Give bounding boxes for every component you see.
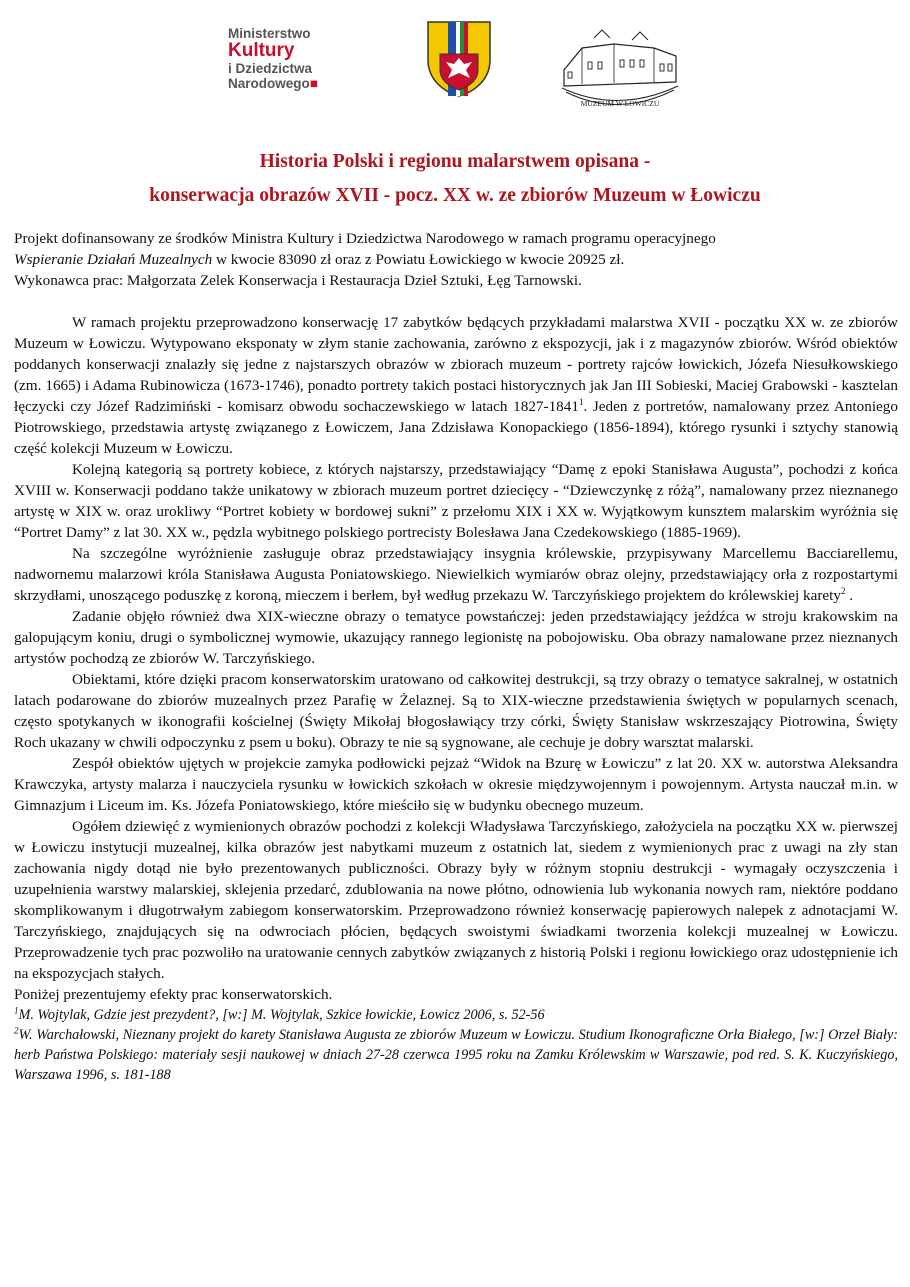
footnote-1-number: 1: [14, 1005, 19, 1016]
paragraph-7: Ogółem dziewięć z wymienionych obrazów pochodzi z kolekcji Władysława Tarczyńskiego, założyciela na początku XX w. pierwszej w Łowiczu instytucji muzealnej, kilka obrazów jest nabytkami muzeum z ostatnich lat, siedem z wymienionych prac z uwagi na zły stan zachowania nigdy dotąd nie było prezentowanych publiczności. Obrazy były w różnym stopniu destrukcji - wymagały oczyszczenia i uzupełnienia warstwy malarskiej, sklejenia przedarć, zdublowania na nowe płótno, odnowienia lub wykonania nowych ram, niektóre poddano skomplikowanym i długotrwałym zabiegom konserwatorskim. Przeprowadzono również konserwację papierowych nalepek z adnotacjami W. Tarczyńskiego, znajdujących się na odwrociach płócien, będących swoistymi świadkami tworzenia kolekcji muzealnej w Łowiczu. Przeprowadzenie tych prac pozwoliło na uratowanie cennych zabytków związanych z historią Polski i regionu łowickiego oraz udostępnienie ich na ekspozycjach stałych.: [14, 818, 898, 982]
ministry-logo-dot-icon: ■: [309, 76, 318, 91]
lowicz-coat-of-arms-icon: [426, 20, 492, 98]
footnote-1-text: M. Wojtylak, Gdzie jest prezydent?, [w:] M. Wojtylak, Szkice łowickie, Łowicz 2006, s. 52-56: [18, 1007, 545, 1023]
ministry-logo-line-4: Narodowego: [228, 76, 310, 91]
funding-line-1: Projekt dofinansowany ze środków Ministra Kultury i Dziedzictwa Narodowego w ramach programu operacyjnego: [14, 230, 716, 247]
funding-amounts: w kwocie 83090 zł oraz z Powiatu Łowickiego w kwocie 20925 zł.: [212, 251, 625, 268]
ministry-logo-line-2: Kultury: [228, 40, 295, 61]
paragraph-2: Kolejną kategorią są portrety kobiece, z których najstarszy, przedstawiający “Damę z epoki Stanisława Augusta”, pochodzi z końca XVIII w. Konserwacji poddano także unikatowy w zbiorach muzeum portret dziecięcy - “Dziewczynkę z różą”, namalowany przez nieznanego artystę w XIX w. oraz urokliwy “Portret kobiety w bordowej sukni” z przełomu XIX i XX w. Wyjątkowym kunsztem malarskim wyróżnia się “Portret Damy” z lat 30. XX w., pędzla wybitnego polskiego portrecisty Bolesława Jana Czedekowskiego (1885-1969).: [14, 461, 898, 541]
title-line-2: konserwacja obrazów XVII - pocz. XX w. ze zbiorów Muzeum w Łowiczu: [149, 185, 761, 206]
program-name: Wspieranie Działań Muzealnych: [14, 251, 213, 268]
contractor-line: Wykonawca prac: Małgorzata Zelek Konserwacja i Restauracja Dzieł Sztuki, Łęg Tarnowski.: [14, 272, 582, 289]
museum-logo-text: MUZEUM W ŁOWICZU: [580, 99, 660, 108]
paragraph-3-text-a: Na szczególne wyróżnienie zasługuje obraz przedstawiający insygnia królewskie, przypisywany Marcellemu Bacciarellemu, nadwornemu malarzowi króla Stanisława Augusta Poniatowskiego. Niewielkich wymiarów obraz olejny, przedstawiający orła z rozpostartymi skrzydłami, unoszącego poduszkę z koroną, mieczem i berłem, był według przekazu W. Tarczyńskiego projektem do królewskiej karety: [14, 545, 898, 604]
document-title: [0, 145, 910, 213]
ministry-logo-line-1: Ministerstwo: [228, 26, 311, 41]
header-logos: [0, 18, 910, 108]
paragraph-4: Zadanie objęło również dwa XIX-wieczne obrazy o tematyce powstańczej: jeden przedstawiający jeźdźca w stroju krakowskim na galopującym koniu, drugi o symbolicznej wymowie, ukazujący rannego legionistę na pobojowisku. Oba obrazy namalowane przez nieznanych artystów pochodzą ze zbiorów W. Tarczyńskiego.: [14, 608, 898, 667]
footnote-2-text: W. Warchałowski, Nieznany projekt do karety Stanisława Augusta ze zbiorów Muzeum w Łowiczu. Studium Ikonograficzne Orła Białego, [w:] Orzeł Biały: herb Państwa Polskiego: materiały sesji naukowej w dniach 27-28 czerwca 1995 roku na Zamku Królewskim w Warszawie, pod red. S. K. Kuczyńskiego, Warszawa 1996, s. 181-188: [14, 1027, 898, 1083]
footnotes: [14, 1005, 898, 1085]
footnote-2: [14, 1025, 898, 1085]
ministry-logo-line-3: i Dziedzictwa: [228, 61, 313, 76]
paragraph-1-text-a: W ramach projektu przeprowadzono konserwację 17 zabytków będących przykładami malarstwa XVII - początku XX w. ze zbiorów Muzeum w Łowiczu. Wytypowano eksponaty w złym stanie zachowania, zarówno z ekspozycji, jak i z magazynów zbiorów. Wśród obiektów poddanych konserwacji znalazły się jedne z najstarszych obrazów w zbiorach muzeum - portrety rajców łowickich, Józefa Niesułkowskiego (zm. 1665) i Adama Rubinowicza (1673-1746), ponadto portrety takich postaci historycznych jak Jan III Sobieski, Maciej Grabowski - kasztelan łęczycki czy Józef Radzimiński - komisarz obwodu sochaczewskiego w latach 1827-1841: [14, 314, 898, 415]
footnote-ref-2: 2: [840, 585, 846, 596]
paragraph-6: Zespół obiektów ujętych w projekcie zamyka podłowicki pejzaż “Widok na Bzurę w Łowiczu” z lat 20. XX w. autorstwa Aleksandra Krawczyka, artysty malarza i nauczyciela rysunku w łowickich szkołach w okresie międzywojennym i powojennym. Artysta nauczał m.in. w Gimnazjum i Liceum im. Ks. Józefa Poniatowskiego, które mieściło się w budynku obecnego muzeum.: [14, 755, 898, 814]
museum-building-logo-icon: [554, 22, 684, 114]
title-line-1: Historia Polski i regionu malarstwem opisana -: [259, 151, 651, 172]
ministry-logo: [228, 26, 318, 91]
funding-info: [14, 228, 898, 291]
footnote-1: [14, 1005, 898, 1025]
footnote-2-number: 2: [14, 1025, 19, 1036]
paragraph-1-text-b: . Jeden z portretów, namalowany przez Antoniego Piotrowskiego, przedstawia artystę związanego z Łowiczem, Jana Zdzisława Konopackiego (1856-1894), którego rysunki i sztychy stanowią część kolekcji Muzeum w Łowiczu.: [14, 398, 898, 457]
footnote-ref-1: 1: [578, 396, 584, 407]
funding-line-2: [14, 249, 898, 270]
document-body: [14, 228, 898, 1085]
paragraph-3-text-b: .: [845, 587, 854, 604]
paragraph-3: [14, 543, 898, 606]
paragraph-1: [14, 312, 898, 459]
paragraph-closing: Poniżej prezentujemy efekty prac konserwatorskich.: [14, 986, 333, 1003]
paragraph-5: Obiektami, które dzięki pracom konserwatorskim uratowano od całkowitej destrukcji, są trzy obrazy o tematyce sakralnej, w ostatnich latach podarowane do zbiorów muzealnych przez Parafię w Żelaznej. Są to XIX-wieczne przedstawienia świętych w popularnych scenach, często spotykanych w ikonografii kościelnej (Święty Mikołaj błogosławiący trzy córki, Święty Stanisław wskrzeszający Piotrowina, Święty Roch ukazany w chwili odpoczynku z psem u boku). Obrazy te nie są sygnowane, ale cechuje je dobry warsztat malarski.: [14, 671, 898, 751]
